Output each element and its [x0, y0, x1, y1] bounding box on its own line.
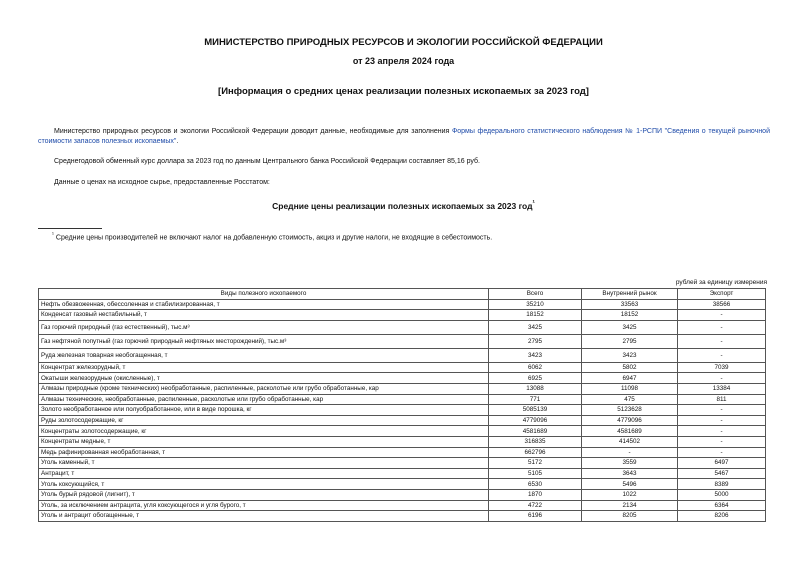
- domestic-value: 3425: [582, 320, 678, 334]
- table-row: [39, 373, 766, 384]
- domestic-value: 2795: [582, 334, 678, 348]
- mineral-name: Уголь, за исключением антрацита, угля коксующегося и угля бурого, т: [39, 500, 489, 511]
- footnote: [52, 232, 492, 241]
- export-value: -: [678, 447, 766, 458]
- mineral-name: Окатыши железорудные (окисленные), т: [39, 373, 489, 384]
- footnote-divider: [38, 228, 102, 229]
- domestic-value: 5123628: [582, 405, 678, 416]
- table-row: [39, 489, 766, 500]
- total-value: 4779096: [489, 415, 582, 426]
- ministry-heading: МИНИСТЕРСТВО ПРИРОДНЫХ РЕСУРСОВ И ЭКОЛОГИИ РОССИЙСКОЙ ФЕДЕРАЦИИ: [204, 37, 603, 48]
- export-value: 5467: [678, 468, 766, 479]
- mineral-name: Алмазы природные (кроме технических) необработанные, распиленные, расколотые или грубо обработанные, кар: [39, 383, 489, 394]
- table-row: [39, 479, 766, 490]
- total-value: 771: [489, 394, 582, 405]
- total-value: 316835: [489, 436, 582, 447]
- mineral-name: Золото необработанное или полуобработанное, или в виде порошка, кг: [39, 405, 489, 416]
- header-total: Всего: [489, 289, 582, 300]
- domestic-value: 4581689: [582, 426, 678, 437]
- mineral-name: Уголь коксующийся, т: [39, 479, 489, 490]
- total-value: 6925: [489, 373, 582, 384]
- mineral-name: Концентраты золотосодержащие, кг: [39, 426, 489, 437]
- rosstat-paragraph: Данные о ценах на исходное сырье, предоставленные Росстатом:: [54, 179, 270, 186]
- exchange-rate-paragraph: Среднегодовой обменный курс доллара за 2023 год по данным Центрального банка Российской Федерации составляет 85,16 руб.: [54, 158, 480, 165]
- table-row: [39, 383, 766, 394]
- export-value: -: [678, 426, 766, 437]
- total-value: 4581689: [489, 426, 582, 437]
- export-value: 38566: [678, 299, 766, 310]
- mineral-name: Концентраты медные, т: [39, 436, 489, 447]
- export-value: 13384: [678, 383, 766, 394]
- mineral-name: Газ нефтяной попутный (газ горючий природный нефтяных месторождений), тыс.м³: [39, 334, 489, 348]
- total-value: 3425: [489, 320, 582, 334]
- document-title: [Информация о средних ценах реализации полезных ископаемых за 2023 год]: [218, 86, 589, 97]
- total-value: 5172: [489, 458, 582, 469]
- table-row: [39, 458, 766, 469]
- mineral-name: Руды золотосодержащие, кг: [39, 415, 489, 426]
- table-row: [39, 348, 766, 362]
- total-value: 4722: [489, 500, 582, 511]
- mineral-name: Концентрат железорудный, т: [39, 362, 489, 373]
- total-value: 1870: [489, 489, 582, 500]
- export-value: -: [678, 334, 766, 348]
- total-value: 18152: [489, 310, 582, 321]
- prices-table: [38, 288, 766, 522]
- domestic-value: 5802: [582, 362, 678, 373]
- domestic-value: 6947: [582, 373, 678, 384]
- domestic-value: 414502: [582, 436, 678, 447]
- table-row: [39, 415, 766, 426]
- total-value: 5085139: [489, 405, 582, 416]
- table-row: [39, 436, 766, 447]
- domestic-value: 4779096: [582, 415, 678, 426]
- table-row: [39, 320, 766, 334]
- domestic-value: 11098: [582, 383, 678, 394]
- table-row: [39, 334, 766, 348]
- subtitle-footnote-mark[interactable]: ¹: [532, 199, 535, 207]
- table-row: [39, 447, 766, 458]
- mineral-name: Антрацит, т: [39, 468, 489, 479]
- total-value: 6062: [489, 362, 582, 373]
- intro-end: .: [176, 137, 179, 145]
- domestic-value: 2134: [582, 500, 678, 511]
- table-row: [39, 394, 766, 405]
- mineral-name: Медь рафинированная необработанная, т: [39, 447, 489, 458]
- export-value: -: [678, 348, 766, 362]
- units-label: рублей за единицу измерения: [675, 279, 767, 286]
- export-value: 6364: [678, 500, 766, 511]
- total-value: 6196: [489, 511, 582, 522]
- total-value: 13088: [489, 383, 582, 394]
- export-value: -: [678, 436, 766, 447]
- header-domestic: Внутренний рынок: [582, 289, 678, 300]
- footnote-mark: ¹: [52, 232, 54, 238]
- export-value: 8206: [678, 511, 766, 522]
- table-row: [39, 299, 766, 310]
- footnote-text: Средние цены производителей не включают налог на добавленную стоимость, акциз и другие налоги, не входящие в себестоимость.: [53, 234, 493, 242]
- domestic-value: 33563: [582, 299, 678, 310]
- total-value: 3423: [489, 348, 582, 362]
- subtitle-text: Средние цены реализации полезных ископаемых за 2023 год: [272, 200, 533, 211]
- mineral-name: Уголь и антрацит обогащенные, т: [39, 511, 489, 522]
- total-value: 5105: [489, 468, 582, 479]
- export-value: 5000: [678, 489, 766, 500]
- export-value: 8389: [678, 479, 766, 490]
- domestic-value: 3423: [582, 348, 678, 362]
- export-value: 7039: [678, 362, 766, 373]
- table-row: [39, 310, 766, 321]
- header-mineral-type: Виды полезного ископаемого: [39, 289, 489, 300]
- domestic-value: 3559: [582, 458, 678, 469]
- export-value: -: [678, 405, 766, 416]
- table-row: [39, 500, 766, 511]
- total-value: 35210: [489, 299, 582, 310]
- domestic-value: 3643: [582, 468, 678, 479]
- domestic-value: 18152: [582, 310, 678, 321]
- table-row: [39, 511, 766, 522]
- domestic-value: 1022: [582, 489, 678, 500]
- total-value: 662796: [489, 447, 582, 458]
- total-value: 2795: [489, 334, 582, 348]
- export-value: -: [678, 415, 766, 426]
- table-row: [39, 362, 766, 373]
- mineral-name: Алмазы технические, необработанные, распиленные, расколотые или грубо обработанные, кар: [39, 394, 489, 405]
- domestic-value: 8205: [582, 511, 678, 522]
- export-value: -: [678, 373, 766, 384]
- table-header-row: [39, 289, 766, 300]
- total-value: 6530: [489, 479, 582, 490]
- form-link[interactable]: Формы федерального статистического наблюдения № 1-РСПИ "Сведения о текущей рыночной стоимости запасов полезных ископаемых": [38, 128, 770, 145]
- table-row: [39, 468, 766, 479]
- header-export: Экспорт: [678, 289, 766, 300]
- domestic-value: 475: [582, 394, 678, 405]
- mineral-name: Руда железная товарная необогащенная, т: [39, 348, 489, 362]
- mineral-name: Конденсат газовый нестабильный, т: [39, 310, 489, 321]
- table-row: [39, 426, 766, 437]
- export-value: 811: [678, 394, 766, 405]
- domestic-value: 5496: [582, 479, 678, 490]
- mineral-name: Нефть обезвоженная, обессоленная и стабилизированная, т: [39, 299, 489, 310]
- mineral-name: Уголь каменный, т: [39, 458, 489, 469]
- intro-text: Министерство природных ресурсов и экологии Российской Федерации доводит данные, необходимые для заполнения: [54, 128, 452, 135]
- export-value: -: [678, 310, 766, 321]
- mineral-name: Уголь бурый рядовой (лигнит), т: [39, 489, 489, 500]
- export-value: -: [678, 320, 766, 334]
- document-date: от 23 апреля 2024 года: [352, 56, 455, 66]
- export-value: 6497: [678, 458, 766, 469]
- table-subtitle: [0, 199, 807, 211]
- intro-paragraph: [38, 127, 770, 146]
- table-row: [39, 405, 766, 416]
- mineral-name: Газ горючий природный (газ естественный), тыс.м³: [39, 320, 489, 334]
- domestic-value: -: [582, 447, 678, 458]
